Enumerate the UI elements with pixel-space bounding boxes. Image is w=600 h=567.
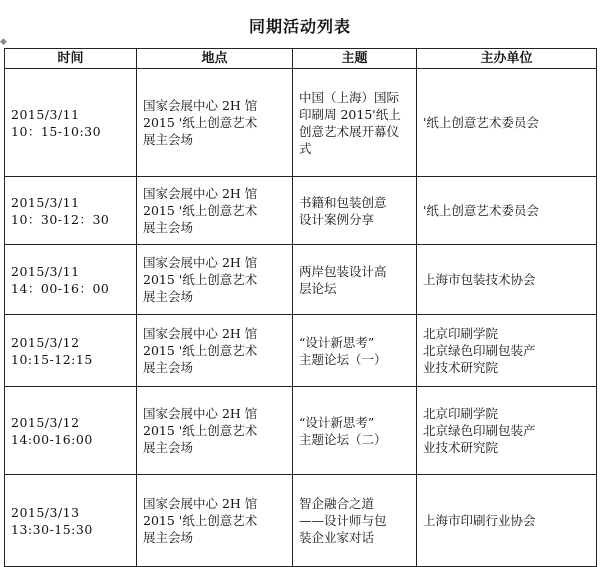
place-line: 展主会场 <box>143 360 194 375</box>
topic-line: “设计新思考” <box>299 334 375 350</box>
time-text: 10:15-12:15 <box>11 351 93 367</box>
topic-line: 主题论坛（二） <box>299 431 387 447</box>
table-row <box>5 315 597 387</box>
date-text: 2015/3/12 <box>11 414 80 430</box>
place-line: 国家会展中心 2H 馆 <box>143 98 258 113</box>
place-line: 展主会场 <box>143 132 194 147</box>
place-line: 国家会展中心 2H 馆 <box>143 406 258 421</box>
organizer-cell <box>417 387 597 475</box>
place-cell <box>137 177 293 245</box>
place-line: 2015 '纸上创意艺术 <box>143 343 258 358</box>
header-time: 时间 <box>5 49 137 69</box>
topic-line: 装企业家对话 <box>299 530 375 545</box>
date-text: 2015/3/11 <box>11 106 80 122</box>
time-cell <box>5 245 137 315</box>
table-row <box>5 177 597 245</box>
anchor-mark: ◆ <box>0 37 7 47</box>
header-organizer: 主办单位 <box>417 49 597 69</box>
organizer-line: 北京绿色印刷包装产 <box>423 423 536 438</box>
topic-cell <box>293 475 417 567</box>
place-line: 国家会展中心 2H 馆 <box>143 326 258 341</box>
topic-line: 层论坛 <box>299 280 337 296</box>
time-cell <box>5 69 137 177</box>
topic-line: 印刷周 2015'纸上 <box>299 106 401 122</box>
header-topic: 主题 <box>293 49 417 69</box>
organizer-line: 上海市包装技术协会 <box>423 272 536 287</box>
place-cell <box>137 69 293 177</box>
place-line: 2015 '纸上创意艺术 <box>143 272 258 287</box>
topic-line: 设计案例分享 <box>299 211 375 227</box>
date-text: 2015/3/12 <box>11 334 80 350</box>
place-line: 展主会场 <box>143 220 194 235</box>
topic-cell <box>293 387 417 475</box>
organizer-line: 北京绿色印刷包装产 <box>423 343 536 358</box>
topic-line: 两岸包装设计高 <box>299 263 387 279</box>
place-line: 2015 '纸上创意艺术 <box>143 513 258 528</box>
organizer-line: 业技术研究院 <box>423 360 499 375</box>
schedule-table <box>4 48 597 567</box>
organizer-line: 北京印刷学院 <box>423 406 499 421</box>
topic-line: 中国（上海）国际 <box>299 89 400 105</box>
table-row <box>5 475 597 567</box>
organizer-cell <box>417 69 597 177</box>
place-line: 展主会场 <box>143 530 194 545</box>
time-cell <box>5 315 137 387</box>
topic-line: 智企融合之道 <box>299 496 375 511</box>
place-line: 展主会场 <box>143 289 194 304</box>
time-text: 13:30-15:30 <box>11 521 93 537</box>
topic-cell <box>293 177 417 245</box>
place-cell <box>137 245 293 315</box>
place-line: 国家会展中心 2H 馆 <box>143 255 258 270</box>
organizer-cell <box>417 245 597 315</box>
organizer-line: 业技术研究院 <box>423 440 499 455</box>
topic-cell <box>293 69 417 177</box>
organizer-cell <box>417 315 597 387</box>
place-line: 展主会场 <box>143 440 194 455</box>
date-text: 2015/3/11 <box>11 194 80 210</box>
time-text: 14：00-16：00 <box>11 280 110 296</box>
topic-cell <box>293 315 417 387</box>
place-cell <box>137 475 293 567</box>
topic-line: 书籍和包装创意 <box>299 194 387 210</box>
page-title: 同期活动列表 <box>248 17 351 36</box>
table-row <box>5 387 597 475</box>
organizer-line: 北京印刷学院 <box>423 326 499 341</box>
table-row <box>5 245 597 315</box>
organizer-cell <box>417 475 597 567</box>
place-line: 2015 '纸上创意艺术 <box>143 423 258 438</box>
time-cell <box>5 387 137 475</box>
table-header-row <box>5 49 597 69</box>
topic-line: 创意艺术展开幕仪 <box>299 123 400 139</box>
organizer-line: '纸上创意艺术委员会 <box>423 203 539 218</box>
table-row <box>5 69 597 177</box>
time-cell <box>5 475 137 567</box>
place-line: 2015 '纸上创意艺术 <box>143 203 258 218</box>
place-line: 2015 '纸上创意艺术 <box>143 115 258 130</box>
place-cell <box>137 315 293 387</box>
organizer-line: 上海市印刷行业协会 <box>423 513 536 528</box>
place-line: 国家会展中心 2H 馆 <box>143 496 258 511</box>
topic-line: 主题论坛（一） <box>299 351 387 367</box>
time-text: 10：30-12：30 <box>11 211 110 227</box>
topic-line: “设计新思考” <box>299 414 375 430</box>
place-line: 国家会展中心 2H 馆 <box>143 186 258 201</box>
time-text: 10：15-10:30 <box>11 123 102 139</box>
time-text: 14:00-16:00 <box>11 431 93 447</box>
date-text: 2015/3/11 <box>11 263 80 279</box>
topic-cell <box>293 245 417 315</box>
date-text: 2015/3/13 <box>11 504 80 520</box>
organizer-cell <box>417 177 597 245</box>
topic-line: ——设计师与包 <box>299 513 387 528</box>
organizer-line: '纸上创意艺术委员会 <box>423 115 539 130</box>
topic-line: 式 <box>299 140 312 156</box>
time-cell <box>5 177 137 245</box>
header-place: 地点 <box>137 49 293 69</box>
place-cell <box>137 387 293 475</box>
